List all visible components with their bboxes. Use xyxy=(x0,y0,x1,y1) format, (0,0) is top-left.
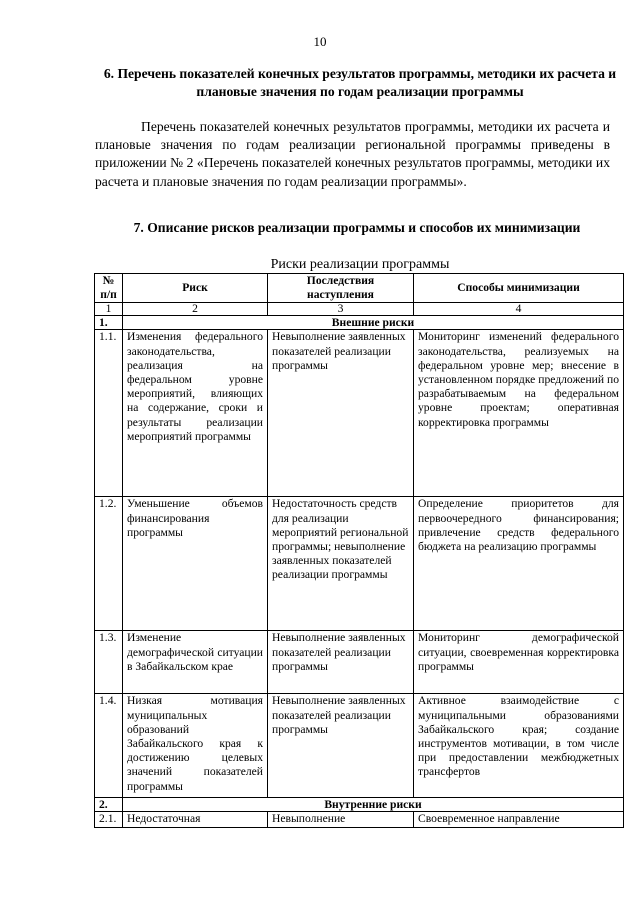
risk-cell: Низкая мотивация муниципальных образований Забайкальского края к достижению целевых значений показателей программы xyxy=(123,694,268,798)
section-6-heading: 6. Перечень показателей конечных результатов программы, методики их расчета и плановые значения по годам реализации программы xyxy=(103,66,617,99)
methods-cell: Активное взаимодействие с муниципальными образованиями Забайкальского края; создание инструментов мотивации, в том числе при предоставлении межбюджетных трансфертов xyxy=(414,694,624,798)
table-header-row xyxy=(95,274,624,303)
consequences-cell: Невыполнение заявленных показателей реализации программы xyxy=(268,694,414,798)
risk-cell: Изменения федерального законодательства, реализация на федеральном уровне мероприятий, влияющих на содержание, сроки и результаты реализации мероприятий программы xyxy=(123,330,268,497)
consequences-cell: Невыполнение заявленных показателей реализации программы xyxy=(268,631,414,694)
row-number: 1.3. xyxy=(95,631,123,694)
column-number: 2 xyxy=(123,303,268,316)
column-number: 4 xyxy=(414,303,624,316)
table-row xyxy=(95,497,624,631)
section-6-paragraph: Перечень показателей конечных результатов программы, методики их расчета и плановые значения по годам реализации региональной программы приведены в приложении № 2 «Перечень показателей конечных результатов программы, методики их расчета и плановые значения по годам реализации программы». xyxy=(95,119,610,189)
header-risk: Риск xyxy=(123,274,268,303)
header-consequences: Последствия наступления xyxy=(268,274,414,303)
column-number-row xyxy=(95,303,624,316)
section-number: 1. xyxy=(95,316,123,330)
methods-cell: Своевременное направление xyxy=(414,812,624,827)
section-7-heading: 7. Описание рисков реализации программы и способов их минимизации xyxy=(133,220,581,235)
section-number: 2. xyxy=(95,798,123,812)
row-number: 2.1. xyxy=(95,812,123,827)
page-number: 10 xyxy=(313,34,327,49)
column-number: 1 xyxy=(95,303,123,316)
consequences-cell: Невыполнение заявленных показателей реализации программы xyxy=(268,330,414,497)
section-title: Внешние риски xyxy=(123,316,624,330)
header-num: № п/п xyxy=(95,274,123,303)
consequences-cell: Недостаточность средств для реализации мероприятий региональной программы; невыполнение заявленных показателей реализации программы xyxy=(268,497,414,631)
header-methods: Способы минимизации xyxy=(414,274,624,303)
consequences-cell: Невыполнение xyxy=(268,812,414,827)
methods-cell: Мониторинг изменений федерального законодательства, реализуемых на федеральном уровне мер; внесение в установленном порядке предложений по разрабатываемым на федеральном уровне проектам; оперативная корректировка программы xyxy=(414,330,624,497)
risk-cell: Изменение демографической ситуации в Забайкальском крае xyxy=(123,631,268,694)
table-caption: Риски реализации программы xyxy=(270,257,450,272)
row-number: 1.4. xyxy=(95,694,123,798)
section-row-external xyxy=(95,316,624,330)
risks-table xyxy=(94,273,624,828)
risk-cell: Недостаточная xyxy=(123,812,268,827)
section-row-internal xyxy=(95,798,624,812)
table-row xyxy=(95,330,624,497)
row-number: 1.2. xyxy=(95,497,123,631)
table-row xyxy=(95,812,624,827)
section-title: Внутренние риски xyxy=(123,798,624,812)
methods-cell: Мониторинг демографической ситуации, своевременная корректировка программы xyxy=(414,631,624,694)
table-row xyxy=(95,631,624,694)
column-number: 3 xyxy=(268,303,414,316)
methods-cell: Определение приоритетов для первоочередного финансирования; привлечение средств федерального бюджета на реализацию программы xyxy=(414,497,624,631)
risk-cell: Уменьшение объемов финансирования программы xyxy=(123,497,268,631)
table-row xyxy=(95,694,624,798)
row-number: 1.1. xyxy=(95,330,123,497)
